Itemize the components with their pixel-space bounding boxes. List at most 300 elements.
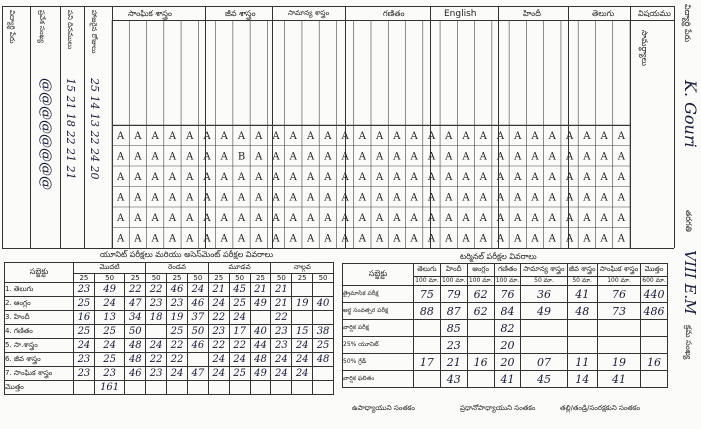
grade-cell: A [496,233,505,245]
summative-mark: 486 [641,303,668,320]
summative-mark [414,320,441,337]
summative-mark: 21 [440,354,467,371]
summative-mark: 14 [567,371,597,388]
formative-row [5,311,334,325]
formative-mark: 22 [271,311,292,325]
formative-mark: 37 [187,311,208,325]
formative-subhead: 50 [229,274,250,283]
grade-cell: A [393,213,401,224]
formative-mark: 22 [167,339,188,353]
parent-sign: తల్లి/తండ్రి/సంరక్షకుని సంతకం [560,404,641,412]
formative-mark: 25 [94,325,125,339]
formative-mark [146,381,167,395]
summative-row [343,371,668,388]
attended-values: 25 14 13 22 24 20 [88,78,101,180]
grade-cell: A [272,213,280,224]
grade-cell: A [479,233,487,245]
grade-cell: A [600,151,608,163]
grade-cell: A [289,233,297,245]
summative-mark: 82 [494,320,521,337]
grade-cell: A [617,131,625,142]
grade-cell: A [203,172,211,183]
formative-group-3: మూడవ [208,263,271,274]
grade-cell: A [600,233,608,245]
grade-cell: A [289,131,297,142]
summative-mark [641,337,668,354]
formative-group-4: నాల్గవ [271,263,334,274]
formative-mark: 45 [229,283,250,297]
grade-cell: A [272,172,280,183]
formative-mark: 23 [74,367,95,381]
grade-cell: A [531,172,539,183]
summative-mark [641,371,668,388]
summative-max-marks: 100 మా. [597,277,640,286]
grade-cell: A [548,131,556,142]
formative-mark: 24 [187,283,208,297]
summative-mark: 45 [521,371,567,388]
formative-mark [271,381,292,395]
formative-mark: 22 [229,339,250,353]
grade-cell: A [445,192,453,204]
summative-mark: 62 [467,303,494,320]
formative-mark: 22 [208,311,229,325]
summative-mark: 85 [440,320,467,337]
grade-cell: A [324,151,332,163]
summative-row [343,354,668,371]
formative-subhead: 25 [167,274,188,283]
formative-subhead: 50 [271,274,292,283]
grade-cell: A [220,131,228,142]
formative-mark: 47 [187,367,208,381]
grade-cell: A [548,213,556,224]
formative-mark: 50 [125,325,146,339]
formative-subhead: 25 [250,274,271,283]
formative-group-1: మొదటి [74,263,146,274]
col-head-name: విద్యార్థి పేరు [8,10,16,44]
summative-mark [641,320,668,337]
grade-cell: A [186,233,194,245]
grade-cell: A [306,172,315,183]
subject-maths: గణితం [383,9,405,18]
grade-cell: A [186,172,194,183]
formative-mark: 24 [292,339,313,353]
grade-cell: A [531,233,539,245]
summative-mark [567,337,597,354]
subject-science: సామాన్య శాస్త్రం [288,9,330,17]
grade-cell: A [237,172,246,183]
summative-mark: 41 [597,371,640,388]
grade-cell: A [134,151,142,163]
grade-cell: A [617,151,625,163]
grade-cell: A [479,151,487,163]
grade-cell: A [617,213,625,224]
summative-exam: త్రైమాసిక పరీక్ష [343,286,414,303]
grade-cell: A [134,233,142,245]
formative-mark [125,381,146,395]
summative-row [343,286,668,303]
formative-subhead: 25 [74,274,95,283]
grade-cell: A [410,151,418,163]
formative-mark: 24 [208,297,229,311]
formative-mark: 47 [125,297,146,311]
grade-cell: A [358,151,366,163]
grade-cell: A [341,233,349,245]
grade-cell: A [168,192,177,204]
grade-cell: A [427,151,436,163]
grade-cell: A [117,151,125,163]
grade-cell: A [134,131,142,142]
grade-cell: A [341,151,349,163]
grade-cell: A [220,213,228,224]
grade-cell: A [514,172,522,183]
grade-cell: A [186,131,194,142]
formative-subject: 3. హిందీ [5,311,74,325]
formative-subhead: 25 [292,274,313,283]
grade-cell: A [514,151,522,163]
grade-cell: A [186,151,194,163]
grade-cell: A [255,131,263,142]
formative-row [5,381,334,395]
formative-mark: 24 [94,297,125,311]
summative-max-marks: 100 మా. [495,277,520,284]
grade-cell: A [376,192,384,204]
summative-title: టర్మినల్ పరీక్షల వివరాలు [460,252,537,261]
grade-cell: A [531,151,539,163]
formative-mark: 22 [146,283,167,297]
formative-mark: 22 [146,353,167,367]
formative-table [4,262,334,395]
formative-subject: మొత్తం [5,381,74,395]
summative-max-marks: 100 మా. [468,277,493,284]
formative-row [5,339,334,353]
grade-cell: A [376,172,384,183]
formative-mark: 24 [229,311,250,325]
formative-mark: 48 [125,339,146,353]
summative-col-head: హిందీ [440,264,467,277]
formative-row [5,367,334,381]
grade-cell: A [151,151,159,163]
summative-mark: 76 [597,286,640,303]
summative-head-subject: సబ్జెక్టు [343,264,414,286]
grade-cell: A [565,233,574,245]
grade-cell: A [376,151,384,163]
grade-cell: A [583,233,591,245]
summative-mark: 88 [414,303,441,320]
grade-cell: A [168,131,177,142]
grade-cell: A [255,233,263,245]
grade-cell: A [151,233,159,245]
grade-cell: A [324,192,332,204]
formative-mark: 24 [94,339,125,353]
grade-cell: A [203,151,211,163]
grade-cell: A [168,233,177,245]
summative-col-head: సాంఘిక శాస్త్రం [597,264,640,277]
grade-cell: A [565,172,574,183]
formative-mark: 24 [208,353,229,367]
subject-biology: జీవ శాస్త్రం [225,9,256,18]
grade-cell: A [117,213,125,224]
summative-mark: 16 [467,354,494,371]
formative-mark: 24 [292,353,313,367]
formative-mark [146,325,167,339]
formative-mark: 25 [74,325,95,339]
formative-mark: 46 [187,297,208,311]
summative-mark: 41 [494,371,521,388]
grade-cell: A [427,131,436,142]
grade-cell: A [151,192,159,204]
formative-subhead: 50 [313,274,334,283]
summative-col-head: సామాన్య శాస్త్రం [521,264,567,277]
formative-mark: 24 [146,339,167,353]
grade-cell: A [548,233,556,245]
grade-cell: A [341,172,349,183]
grade-cell: A [289,151,297,163]
grade-cell: A [617,172,625,183]
summative-mark: 49 [521,303,567,320]
grade-cell: A [393,131,401,142]
grade-cell: A [565,131,574,142]
grade-cell: A [237,213,246,224]
grade-cell: A [220,151,228,163]
grade-cell: A [445,233,453,245]
grade-cell: A [117,233,125,245]
formative-mark [229,381,250,395]
grade-cell: A [341,192,349,204]
grade-cell: A [255,172,263,183]
class-label: తరగతి [684,210,693,232]
summative-mark [414,337,441,354]
grade-cell: A [203,131,211,142]
summative-mark: 16 [641,354,668,371]
grade-cell: A [306,213,315,224]
subject-social: సాంఘిక శాస్త్రం [128,9,172,18]
summative-exam: 25% యూనిట్ [343,337,414,354]
summative-mark: 20 [494,354,521,371]
summative-table [342,263,668,388]
formative-row [5,297,334,311]
grade-cell: A [427,192,436,204]
grade-cell: A [376,213,384,224]
col-head-workdays: పని దినములు [66,10,74,50]
grade-cell: A [462,233,470,245]
formative-mark: 23 [74,283,95,297]
grade-cell: B [237,151,246,163]
summative-mark: 43 [440,371,467,388]
grade-cell: A [514,233,522,245]
formative-subject: 4. గణితం [5,325,74,339]
formative-mark: 46 [125,367,146,381]
formative-mark [313,283,334,297]
formative-mark: 24 [292,367,313,381]
summative-mark: 87 [440,303,467,320]
grade-cell: A [583,172,591,183]
grade-cell: A [479,131,487,142]
summative-mark [597,337,640,354]
summative-mark: 73 [597,303,640,320]
grade-cell: A [324,131,332,142]
col-head-attended: హాజరైన రోజులు [90,10,98,54]
grade-cell: A [220,233,228,245]
formative-mark [208,381,229,395]
admission-marks: @@@@@@@@ [38,78,54,190]
grade-cell: A [393,172,401,183]
summative-mark: 36 [521,286,567,303]
grade-cell: A [565,151,574,163]
grade-cell: A [479,192,487,204]
grade-cell: A [393,192,401,204]
grade-cell: A [272,192,280,204]
grade-cell: A [514,192,522,204]
summative-mark: 440 [641,286,668,303]
formative-mark: 48 [313,353,334,367]
formative-mark: 48 [125,353,146,367]
formative-mark: 44 [250,339,271,353]
grade-cell: A [220,192,228,204]
grade-cell: A [427,213,436,224]
summative-mark: 62 [467,286,494,303]
grade-cell: A [324,172,332,183]
grade-cell: A [168,172,177,183]
formative-subject: 7. సాంఘిక శాస్త్రం [5,367,74,381]
grade-cell: A [548,192,556,204]
formative-mark: 21 [271,283,292,297]
formative-mark: 24 [271,367,292,381]
formative-head-subject: సబ్జెక్టు [5,263,74,283]
grade-cell: A [134,172,142,183]
formative-mark: 13 [94,311,125,325]
summative-mark [597,320,640,337]
formative-mark: 34 [125,311,146,325]
formative-mark [292,283,313,297]
subject-heading: విషయము [638,9,671,18]
formative-mark [313,381,334,395]
formative-subhead: 50 [94,274,125,283]
summative-mark: 07 [521,354,567,371]
grade-cell: A [341,213,349,224]
formative-mark: 24 [208,367,229,381]
grade-cell: A [462,172,470,183]
grade-cell: A [358,192,366,204]
summative-exam: 50% గ్రేడ్ [343,354,414,371]
competency-label: సామర్థ్యాలు [640,30,649,67]
summative-mark [521,337,567,354]
grade-cell: A [617,233,625,245]
formative-mark: 24 [167,367,188,381]
summative-row [343,337,668,354]
formative-mark: 21 [271,297,292,311]
summative-exam: వార్షిక పరీక్ష [343,320,414,337]
grade-cell: A [600,192,608,204]
formative-title: యూనిట్ పరీక్షలు మరియు అసెస్‌మెంట్ పరీక్షల వివరాలు [100,250,274,259]
formative-mark [187,353,208,367]
formative-mark: 38 [313,325,334,339]
summative-mark: 48 [567,303,597,320]
grade-cell: A [565,192,574,204]
formative-subhead: 25 [208,274,229,283]
formative-mark: 23 [146,367,167,381]
grade-cell: A [600,131,608,142]
formative-mark: 24 [74,339,95,353]
formative-mark: 19 [292,297,313,311]
grade-cell: A [289,172,297,183]
grade-cell: A [203,192,211,204]
grade-cell: A [341,131,349,142]
grade-cell: A [203,213,211,224]
formative-mark: 49 [250,367,271,381]
formative-mark: 22 [167,353,188,367]
grade-cell: A [324,213,332,224]
grade-cell: A [237,233,246,245]
teacher-sign: ఉపాధ్యాయుని సంతకం [352,404,415,412]
summative-mark: 20 [494,337,521,354]
grade-cell: A [410,172,418,183]
grade-cell: A [496,192,505,204]
grade-cell: A [496,213,505,224]
grade-cell: A [410,213,418,224]
grade-cell: A [203,233,211,245]
formative-mark: 49 [250,297,271,311]
formative-mark: 23 [74,353,95,367]
summative-col-head: ఆంగ్లం [467,264,494,277]
formative-subject: 2. ఆంగ్లం [5,297,74,311]
grade-cell: A [583,131,591,142]
formative-mark: 22 [125,283,146,297]
class-value: VIII E.M [681,250,699,315]
summative-mark [467,371,494,388]
formative-mark: 25 [94,353,125,367]
formative-mark: 23 [167,297,188,311]
grade-cell: A [134,192,142,204]
summative-max-marks: 600 మా. [642,277,666,284]
formative-mark: 23 [271,325,292,339]
summative-mark: 41 [567,286,597,303]
summative-row [343,320,668,337]
grade-cell: A [583,192,591,204]
grade-cell: A [393,151,401,163]
grade-cell: A [445,151,453,163]
grade-cell: A [168,213,177,224]
formative-subject: 6. జీవ శాస్త్రం [5,353,74,367]
formative-row [5,283,334,297]
grade-cell: A [186,213,194,224]
subject-telugu: తెలుగు [592,9,615,18]
grade-cell: A [168,151,177,163]
grade-cell: A [358,213,366,224]
summative-exam: వార్షిక ఫలితం [343,371,414,388]
formative-mark: 21 [250,283,271,297]
formative-mark: 25 [229,367,250,381]
summative-max-marks: 100 మా. [415,277,439,284]
grade-cell: A [445,131,453,142]
grade-cell: A [358,233,366,245]
summative-row [343,303,668,320]
name-label: విద్యార్థి పేరు [683,4,692,43]
summative-col-head: జీవ శాస్త్రం [567,264,597,277]
grade-cell: A [462,192,470,204]
formative-mark: 25 [167,325,188,339]
grade-cell: A [583,151,591,163]
formative-mark: 50 [187,325,208,339]
grade-cell: A [289,192,297,204]
grade-cell: A [600,172,608,183]
summative-mark: 11 [567,354,597,371]
grade-cell: A [617,192,625,204]
formative-row [5,325,334,339]
summative-mark: 23 [440,337,467,354]
grade-cell: A [479,172,487,183]
grade-cell: A [514,131,522,142]
grade-cell: A [255,213,263,224]
